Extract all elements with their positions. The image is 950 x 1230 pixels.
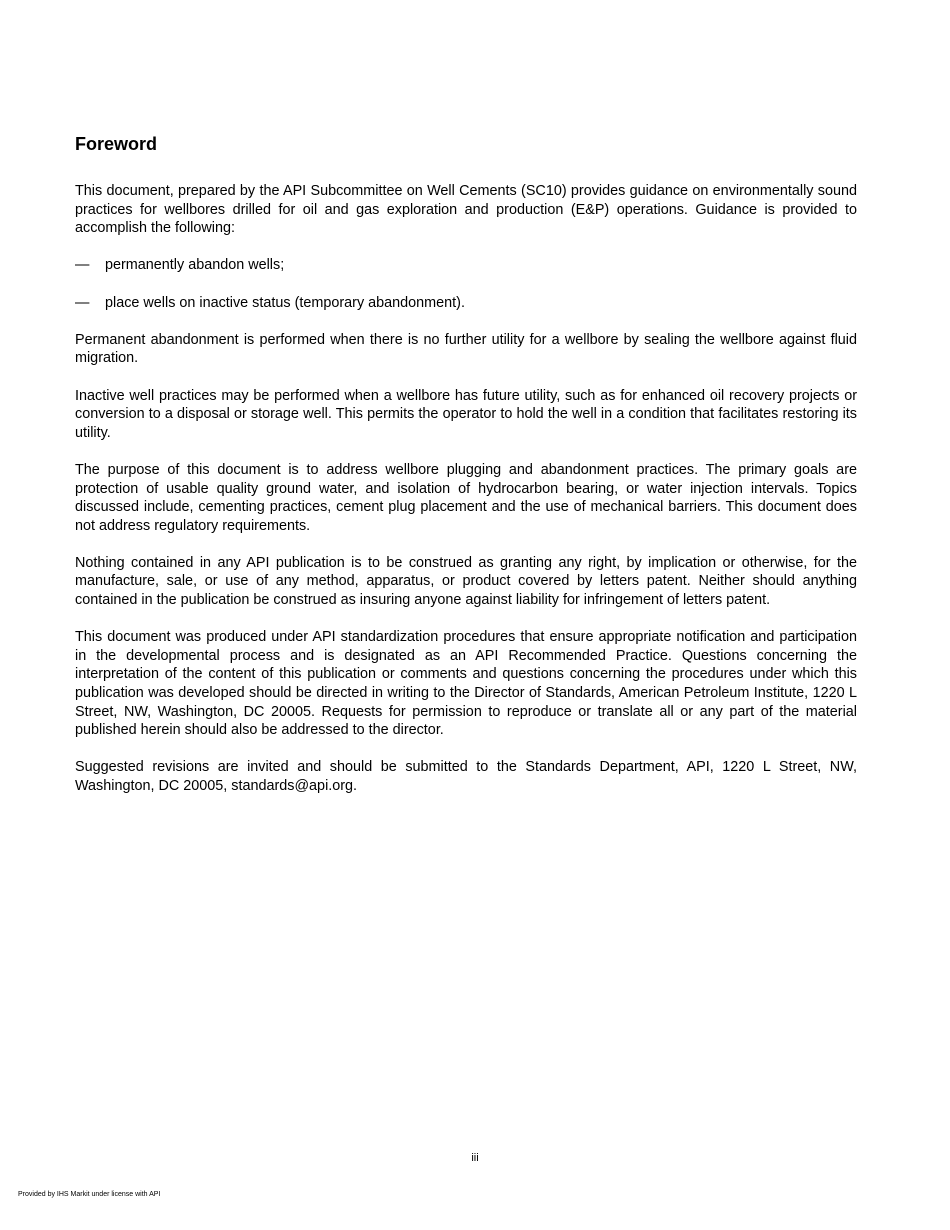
list-item (75, 294, 857, 313)
page-title: Foreword (75, 134, 158, 154)
paragraph-purpose: The purpose of this document is to address wellbore plugging and abandonment practices. The primary goals are protection of usable quality ground water, and isolation of hydrocarbon bearing, or water injection intervals. Topics discussed include, cementing practices, cement plug placement and the use of mechanical barriers. This document does not address regulatory requirements. (75, 461, 857, 534)
list-item-text: permanently abandon wells; (105, 257, 285, 274)
paragraph-standardization: This document was produced under API standardization procedures that ensure appropriate notification and participation in the developmental process and is designated as an API Recommended Practice. Questions concerning the interpretation of the content of this publication or comments and questions concerning the procedures under which this publication was developed should be directed in writing to the Director of Standards, American Petroleum Institute, 1220 L Street, NW, Washington, DC 20005. Requests for permission to reproduce or translate all or any part of the material published herein should also be addressed to the director. (75, 629, 857, 739)
paragraph-permanent-abandonment: Permanent abandonment is performed when there is no further utility for a wellbore by sealing the wellbore against fluid migration. (75, 331, 857, 367)
dash-bullet: — (75, 294, 90, 311)
paragraph-patent-disclaimer: Nothing contained in any API publication is to be construed as granting any right, by implication or otherwise, for the manufacture, sale, or use of any method, apparatus, or product covered by letters patent. Neither should anything contained in the publication be construed as insuring anyone against liability for infringement of letters patent. (75, 554, 857, 609)
list-item (75, 256, 857, 275)
paragraph-suggested-revisions: Suggested revisions are invited and should be submitted to the Standards Department, API, 1220 L Street, NW, Washington, DC 20005, standards@api.org. (75, 759, 857, 794)
list-item-text: place wells on inactive status (temporary abandonment). (105, 294, 465, 311)
dash-bullet: — (75, 257, 90, 274)
foreword-body (75, 182, 857, 814)
paragraph-inactive-wells: Inactive well practices may be performed when a wellbore has future utility, such as for enhanced oil recovery projects or conversion to a disposal or storage well. This permits the operator to hold the well in a condition that facilitates restoring its utility. (75, 387, 857, 441)
intro-paragraph: This document, prepared by the API Subcommittee on Well Cements (SC10) provides guidance on environmentally sound practices for wellbores drilled for oil and gas exploration and production (E&P) operations. Guidance is provided to accomplish the following: (75, 183, 857, 237)
page-number: iii (471, 1152, 479, 1164)
license-footer: Provided by IHS Markit under license with API (18, 1191, 161, 1198)
